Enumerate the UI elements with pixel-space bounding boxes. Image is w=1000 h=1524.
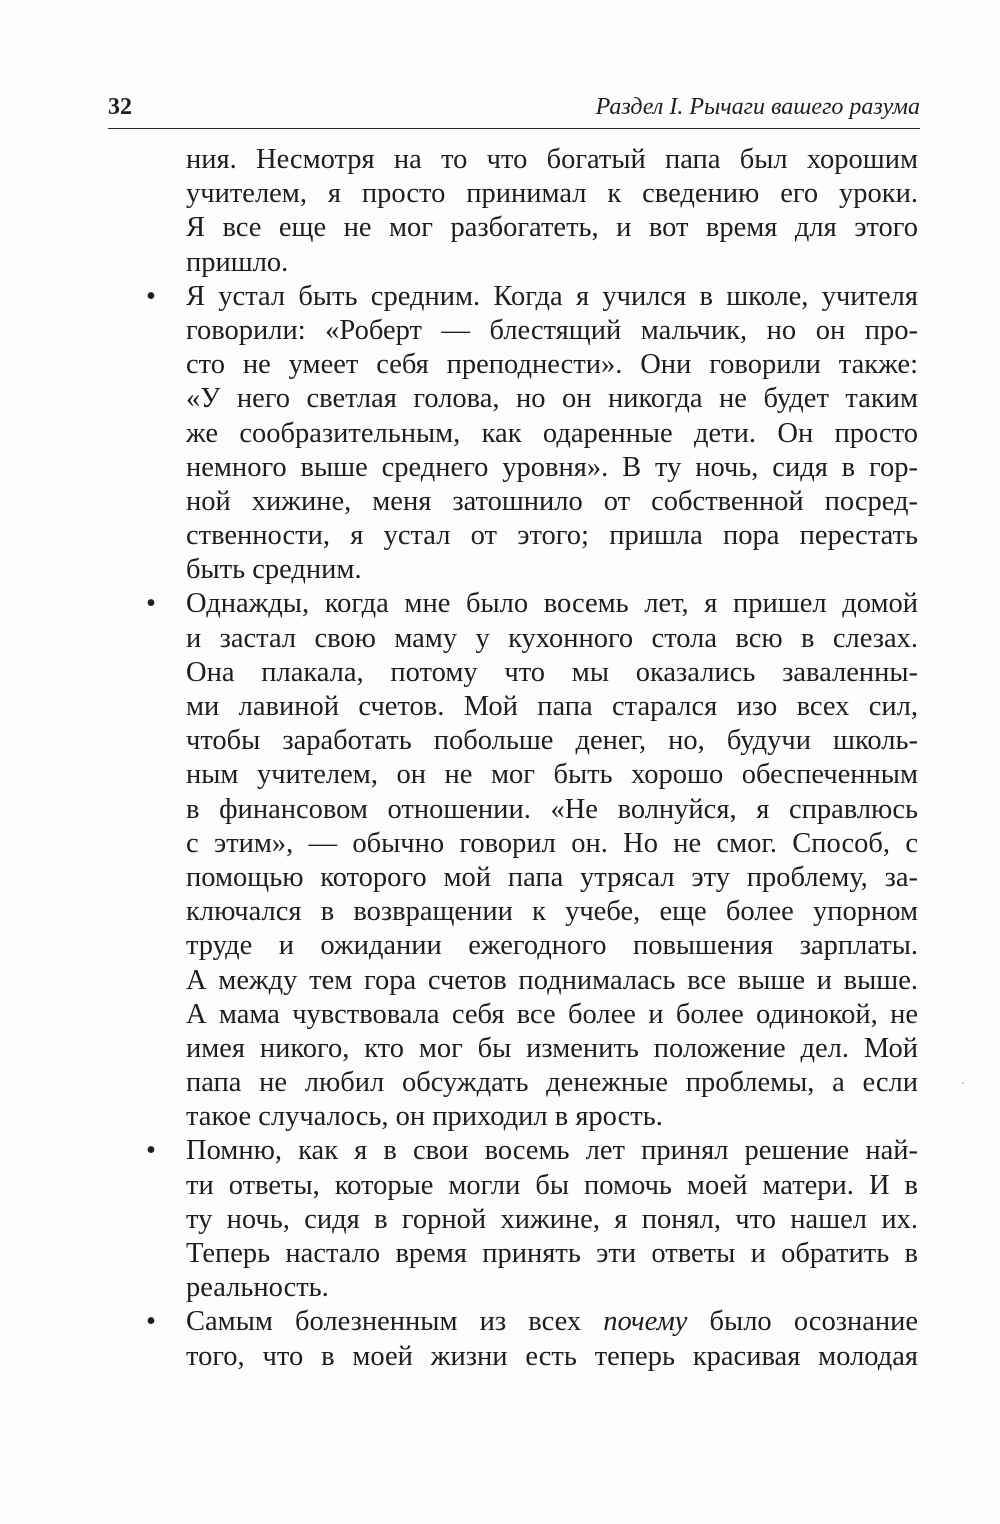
text-line: такое случалось, он приходил в ярость. (186, 1101, 663, 1133)
text-line: пришло. (186, 246, 289, 278)
running-header (108, 92, 920, 129)
text-line: в финансовом отношении. «Не волнуйся, я справлюсь (186, 793, 918, 825)
bullet-icon: • (146, 588, 156, 620)
text-line: помощью которого мой папа утрясал эту проблему, за- (186, 861, 918, 893)
text-line: имея никого, кто мог бы изменить положение дел. Мой (186, 1032, 918, 1064)
text-line: «У него светлая голова, но он никогда не будет таким (186, 383, 918, 415)
text-fragment: было осознание (687, 1306, 919, 1338)
text-line: Я устал быть средним. Когда я учился в школе, учителя (186, 280, 918, 312)
text-line: ключался в возвращении к учебе, еще более упорном (186, 896, 918, 928)
text-line: Теперь настало время принять эти ответы и обратить в (186, 1238, 918, 1269)
text-line: говорили: «Роберт — блестящий мальчик, но он про- (186, 314, 918, 346)
text-line: А мама чувствовала себя все более и более одинокой, не (186, 998, 918, 1030)
text-line: А между тем гора счетов поднималась все выше и выше. (186, 964, 918, 996)
text-line: реальность. (186, 1272, 329, 1304)
running-title: Раздел I. Рычаги вашего разума (595, 94, 920, 120)
page-number: 32 (108, 94, 132, 120)
text-line: Она плакала, потому что мы оказались заваленны- (186, 656, 918, 688)
bullet-item-most-painful-why (108, 1305, 918, 1373)
text-line: же сообразительным, как одаренные дети. Он просто (186, 417, 918, 449)
bullet-item-tired-of-average (108, 280, 918, 588)
bullet-item-mother-crying (108, 587, 918, 1134)
body-text (108, 143, 918, 1374)
bullet-icon: • (146, 1135, 156, 1167)
text-line: ной хижине, меня затошнило от собственной посред- (186, 485, 918, 517)
text-line: ственности, я устал от этого; пришла пора перестать (186, 520, 918, 552)
text-line (186, 1305, 918, 1339)
text-line: Помню, как я в свои восемь лет принял решение най- (186, 1135, 918, 1167)
text-line: папа не любил обсуждать денежные проблемы, а если (186, 1067, 918, 1099)
bullet-icon: • (146, 280, 156, 312)
emphasized-word: почему (603, 1306, 688, 1338)
text-line: быть средним. (186, 554, 362, 586)
text-line: чтобы заработать побольше денег, но, будучи школь- (186, 725, 918, 757)
text-line: ти ответы, которые могли бы помочь моей матери. И в (186, 1169, 918, 1201)
text-line: немного выше среднего уровня». В ту ночь, сидя в гор- (186, 451, 918, 483)
bullet-icon: • (146, 1306, 156, 1338)
text-fragment: Самым болезненным из всех (186, 1306, 604, 1338)
scan-speck (962, 1082, 964, 1084)
text-line: того, что в моей жизни есть теперь красивая молодая (186, 1340, 918, 1372)
text-line: Однажды, когда мне было восемь лет, я пришел домой (186, 588, 918, 620)
continuation-paragraph (108, 143, 918, 280)
text-line: Я все еще не мог разбогатеть, и вот время для этого (186, 212, 918, 244)
text-line: ми лавиной счетов. Мой папа старался изо всех сил, (186, 691, 918, 722)
bullet-item-find-answers (108, 1134, 918, 1305)
text-line: ным учителем, он не мог быть хорошо обеспеченным (186, 759, 918, 791)
text-line: с этим», — обычно говорил он. Но не смог. Способ, с (186, 827, 918, 859)
text-line: учителем, я просто принимал к сведению его уроки. (186, 178, 918, 210)
text-line: и застал свою маму у кухонного стола всю в слезах. (186, 622, 918, 654)
text-line: сто не умеет себя преподнести». Они говорили также: (186, 349, 918, 381)
text-line: ния. Несмотря на то что богатый папа был хорошим (186, 144, 918, 175)
text-line: ту ночь, сидя в горной хижине, я понял, что нашел их. (186, 1203, 918, 1235)
text-line: труде и ожидании ежегодного повышения зарплаты. (186, 930, 918, 962)
